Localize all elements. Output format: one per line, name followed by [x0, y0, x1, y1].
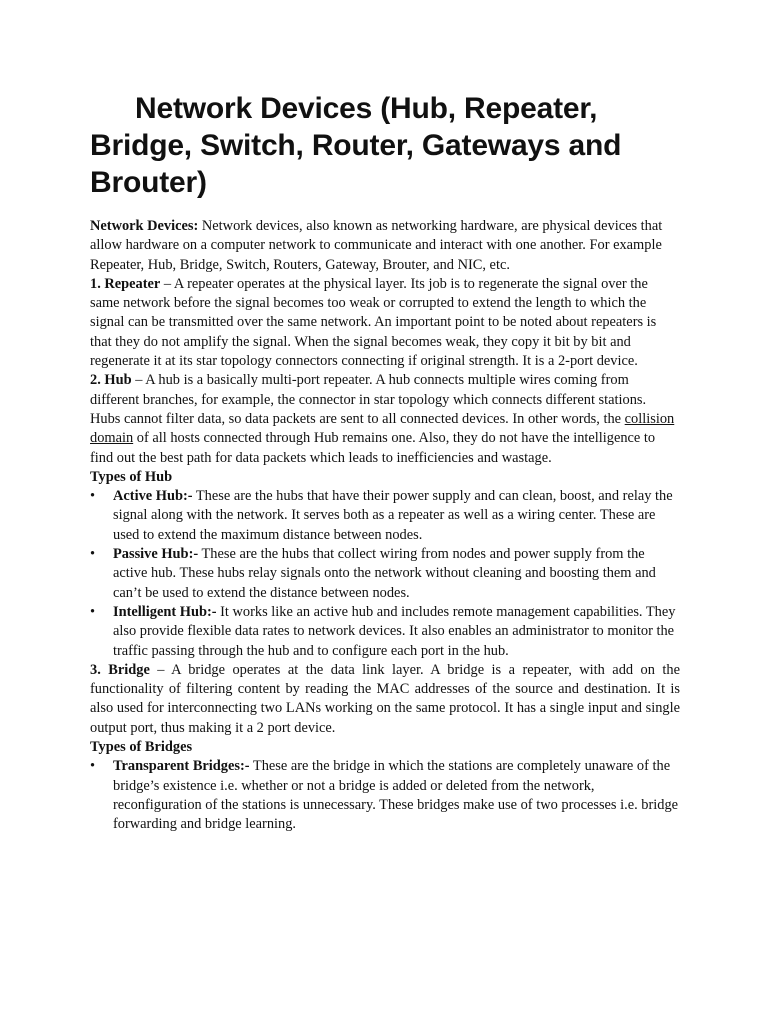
list-item-text: These are the hubs that have their power supply and can clean, boost, and relay the signal along with the network. It serves both as a repeater as well as a wiring center. These are used to extend the maximum distance between nodes. [113, 488, 673, 543]
bridge-paragraph [90, 661, 680, 738]
list-item-label: Intelligent Hub:- [113, 603, 217, 620]
list-item-transparent-bridges [90, 757, 680, 834]
document-body [90, 217, 680, 835]
list-item-text: These are the bridge in which the stations are completely unaware of the bridge’s existence i.e. whether or not a bridge is added or deleted from the network, reconfiguration of the stations is unnecessary. These bridges make use of two processes i.e. bridge forwarding and bridge learning. [113, 758, 679, 833]
bridge-types-heading: Types of Bridges [90, 739, 193, 756]
intro-paragraph [90, 217, 680, 275]
list-item-active-hub [90, 487, 680, 545]
hub-text-after: of all hosts connected through Hub remains one. Also, they do not have the intelligence to find out the best path for data packets which leads to inefficiencies and wastage. [90, 430, 656, 466]
bullet-icon: • [90, 603, 96, 620]
bullet-icon: • [90, 546, 96, 563]
list-item-intelligent-hub [90, 603, 680, 661]
bridge-text: – A bridge operates at the data link layer. A bridge is a repeater, with add on the functionality of filtering content by reading the MAC addresses of the source and destination. It is also used for interconnecting two LANs working on the same protocol. It has a single input and single output port, thus making it a 2 port device. [90, 661, 680, 736]
hub-paragraph [90, 371, 680, 467]
list-item-label: Passive Hub:- [113, 546, 199, 563]
intro-text: Network devices, also known as networking hardware, are physical devices that allow hardware on a computer network to communicate and interact with one another. For example Repeater, Hub, Bridge, Switch, Routers, Gateway, Brouter, and NIC, etc. [90, 218, 663, 273]
bridge-types-list [90, 757, 680, 834]
list-item-label: Active Hub:- [113, 488, 193, 505]
repeater-label: 1. Repeater [90, 275, 161, 292]
page-title: Network Devices (Hub, Repeater, Bridge, Switch, Router, Gateways and Brouter) [90, 92, 622, 199]
list-item-label: Transparent Bridges:- [113, 758, 250, 775]
hub-types-list [90, 487, 680, 661]
bullet-icon: • [90, 488, 96, 505]
hub-types-heading: Types of Hub [90, 468, 173, 485]
repeater-paragraph [90, 275, 680, 371]
repeater-text: – A repeater operates at the physical layer. Its job is to regenerate the signal over the same network before the signal becomes too weak or corrupted to extend the length to which the signal can be transmitted over the same network. An important point to be noted about repeaters is that they do not amplify the signal. When the signal becomes weak, they copy it bit by bit and regenerate it at its star topology connectors connecting if original strength. It is a 2-port device. [90, 275, 657, 370]
hub-label: 2. Hub [90, 372, 132, 389]
list-item-text: It works like an active hub and includes remote management capabilities. They also provide flexible data rates to network devices. It also enables an administrator to monitor the traffic passing through the hub and to configure each port in the hub. [113, 603, 676, 659]
list-item-passive-hub [90, 545, 680, 603]
bullet-icon: • [90, 758, 96, 775]
document-page [90, 90, 680, 835]
intro-label: Network Devices: [90, 218, 199, 234]
hub-text-before: – A hub is a basically multi-port repeater. A hub connects multiple wires coming from different branches, for example, the connector in star topology which connects different stations. Hubs cannot filter data, so data packets are sent to all connected devices. In other words, the [90, 372, 647, 427]
list-item-text: These are the hubs that collect wiring from nodes and power supply from the active hub. These hubs relay signals onto the network without cleaning and boosting them and can’t be used to extend the distance between nodes. [113, 546, 656, 601]
bridge-label: 3. Bridge [90, 661, 150, 678]
collision-domain-link[interactable]: collision domain [90, 410, 675, 447]
